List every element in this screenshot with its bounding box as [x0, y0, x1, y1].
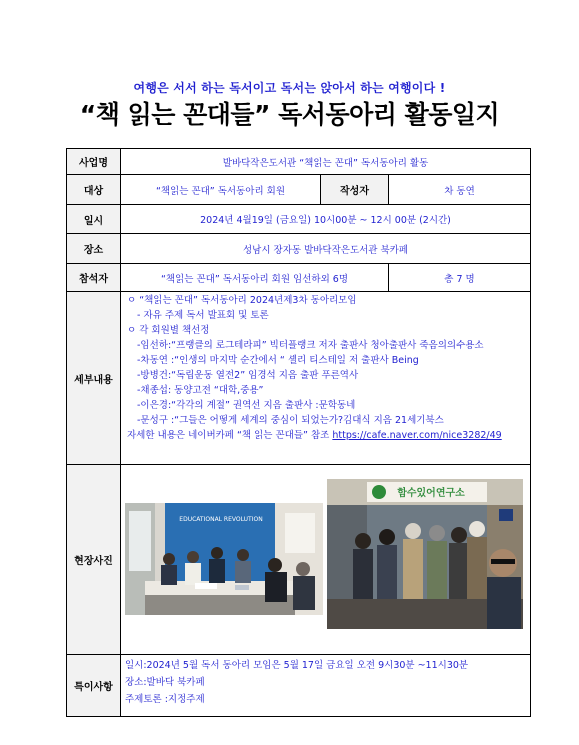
row-datetime	[67, 205, 531, 234]
naver-cafe-link[interactable]: https://cafe.naver.com/nice3282/49	[332, 430, 502, 441]
project-value: 발바닥작은도서관 “책읽는 꼰대” 독서동아리 활동	[121, 149, 531, 175]
row-attendees	[67, 264, 531, 292]
target-label: 대상	[67, 175, 121, 205]
place-label: 장소	[67, 234, 121, 264]
row-project	[67, 149, 531, 175]
details-cell	[121, 292, 531, 465]
row-photos	[67, 465, 531, 655]
attendees-label: 참석자	[67, 264, 121, 292]
wall-banner-text: EDUCATIONAL REVOLUTION	[179, 516, 263, 523]
details-line: ㅇ “책읽는 꼰대” 독서동아리 2024년제3차 동아리모임	[127, 295, 357, 306]
photos-cell	[121, 465, 531, 655]
datetime-value: 2024년 4월19일 (금요일) 10시00분 ~ 12시 00분 (2시간)	[121, 205, 531, 234]
photos-area	[121, 465, 530, 654]
row-special	[67, 655, 531, 717]
attendees-value: “책읽는 꼰대” 독서동아리 회원 임선하외 6명	[121, 264, 389, 292]
special-cell	[121, 655, 531, 717]
project-label: 사업명	[67, 149, 121, 175]
row-details	[67, 292, 531, 465]
datetime-label: 일시	[67, 205, 121, 234]
details-line: -차동연 :“인생의 마지막 순간에서 “ 셸리 티스테일 저 출판사 Being	[137, 355, 419, 366]
special-label: 특이사항	[67, 655, 121, 717]
details-reference	[127, 428, 524, 443]
details-line: -임선하:“프랭클의 로그테라피” 빅터플랭크 저자 출판사 청아출판사 죽음의의수용소	[137, 340, 484, 351]
activity-log-table	[66, 148, 531, 717]
special-line: 주제토론 :지정주제	[125, 694, 205, 705]
special-content	[121, 655, 530, 710]
sign-text: 함수있어연구소	[397, 488, 465, 499]
special-line: 장소:발바닥 북카페	[125, 677, 205, 688]
details-reference-text: 자세한 내용은 네이버카페 “책 읽는 꼰대들” 참조	[127, 430, 333, 441]
row-place	[67, 234, 531, 264]
page-subtitle: 여행은 서서 하는 독서이고 독서는 앉아서 하는 여행이다 !	[133, 81, 446, 95]
details-line: -방병건:“독립운동 열전2” 임경석 지음 출판 푸른역사	[137, 370, 359, 381]
details-line: ㅇ 각 회원별 책선정	[127, 325, 210, 336]
details-line: - 자유 주제 독서 발표회 및 토론	[137, 310, 269, 321]
page-title: “책 읽는 꼰대들” 독서동아리 활동일지	[79, 100, 500, 129]
group-photo	[327, 479, 523, 629]
attendees-total: 총 7 명	[389, 264, 531, 292]
row-target	[67, 175, 531, 205]
photos-label: 현장사진	[67, 465, 121, 655]
details-line: -채종섭: 동양고전 “대학,중용”	[137, 385, 264, 396]
details-line: -이은경:“각각의 계절” 권역선 지음 출판사 :문학동네	[137, 400, 356, 411]
details-label: 세부내용	[67, 292, 121, 465]
meeting-room-photo	[125, 503, 323, 615]
author-label: 작성자	[321, 175, 389, 205]
special-line: 일시:2024년 5월 독서 동아리 모임은 5월 17일 금요일 오전 9시30분 ~11시30분	[125, 660, 469, 671]
place-value: 성남시 장자동 발바닥작은도서관 북카페	[121, 234, 531, 264]
author-value: 차 동연	[389, 175, 531, 205]
target-value: “책읽는 꼰대” 독서동아리 회원	[121, 175, 321, 205]
details-content	[121, 292, 530, 445]
details-line: -문성구 :“그들은 어떻게 세계의 중심이 되었는가?김대식 지음 21세기북스	[137, 415, 444, 426]
